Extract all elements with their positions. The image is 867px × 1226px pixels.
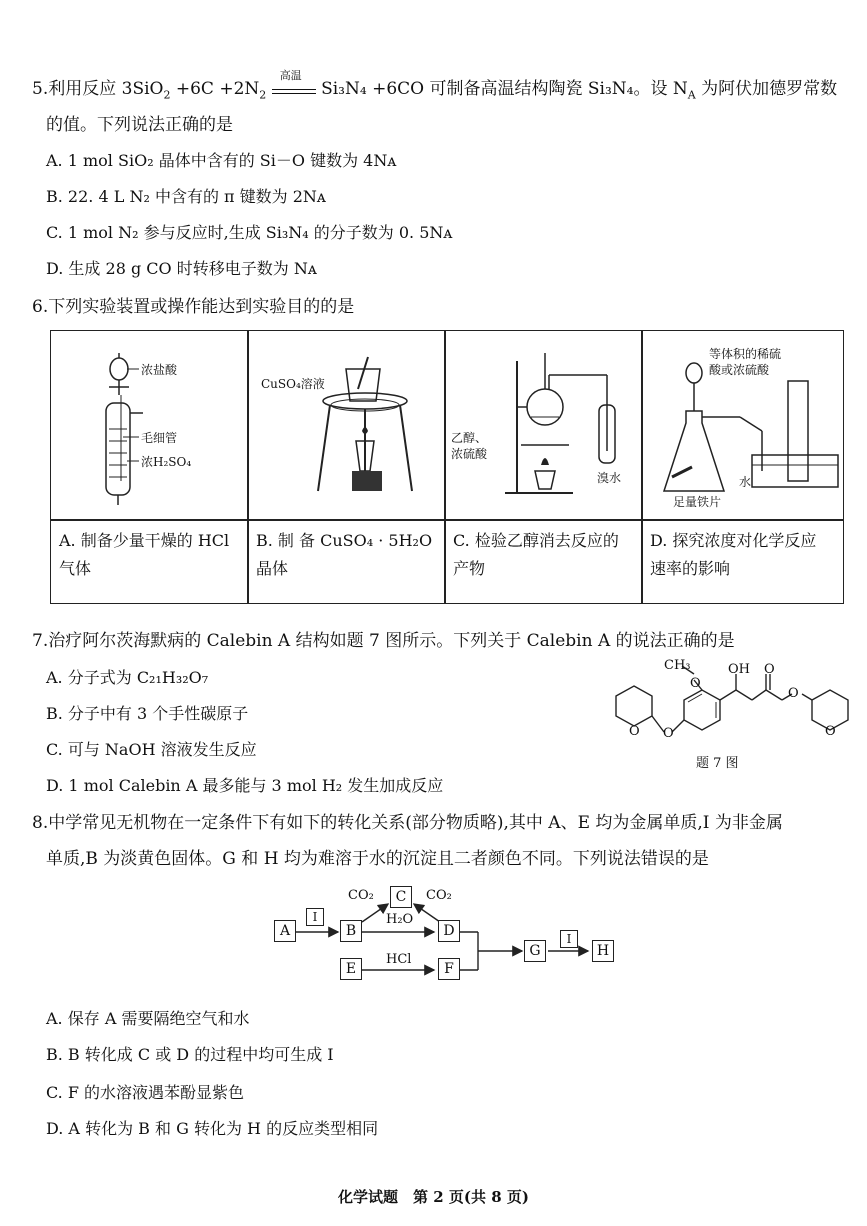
label-cuso4-solution: CuSO₄溶液 <box>261 377 325 391</box>
label-conc-acid: 酸或浓硫酸 <box>709 363 770 377</box>
q8-option-b: B. B 转化成 C 或 D 的过程中均可生成 I <box>46 1045 334 1064</box>
q8-stem-line1: 8.中学常见无机物在一定条件下有如下的转化关系(部分物质略),其中 A、E 均为金属单质,I 为非金属 <box>32 813 783 833</box>
q6-option-a: A. 制备少量干燥的 HCl 气体 <box>59 531 230 578</box>
edge-label-co2-right: CO₂ <box>426 888 452 903</box>
label-iron-pieces: 足量铁片 <box>673 495 722 509</box>
label-conc-hcl: 浓盐酸 <box>141 363 178 377</box>
label-conc-sulfuric: 浓硫酸 <box>451 447 488 461</box>
q6-option-b: B. 制 备 CuSO₄ · 5H₂O 晶体 <box>256 531 433 578</box>
q7-option-c: C. 可与 NaOH 溶液发生反应 <box>46 740 257 759</box>
node-d: D <box>438 920 460 942</box>
edge-label-co2-left: CO₂ <box>348 888 374 903</box>
node-i-label-2: I <box>560 930 578 948</box>
label-ethanol: 乙醇、 <box>451 431 488 445</box>
node-e: E <box>340 958 362 980</box>
q8-option-c: C. F 的水溶液遇苯酚显紫色 <box>46 1083 245 1102</box>
node-b: B <box>340 920 362 942</box>
label-capillary: 毛细管 <box>141 431 178 445</box>
label-dilute-acid: 等体积的稀硫 <box>709 347 782 361</box>
q6-apparatus-table <box>50 330 844 604</box>
apparatus-a-figure <box>51 331 247 519</box>
figure-7-caption: 题 7 图 <box>696 756 739 771</box>
label-oh: OH <box>728 662 750 677</box>
q5-option-d: D. 生成 28 g CO 时转移电子数为 Nᴀ <box>46 259 317 278</box>
label-conc-h2so4: 浓H₂SO₄ <box>141 455 192 469</box>
q8-option-a: A. 保存 A 需要隔绝空气和水 <box>46 1009 250 1028</box>
q5-option-a: A. 1 mol SiO₂ 晶体中含有的 Si－O 键数为 4Nᴀ <box>46 151 397 170</box>
q5-stem-line1: 5.利用反应 $3SiO_2 +6C +2N_2$ 高温 Si₃N₄ +6CO 可制备高温结构陶瓷 Si₃N₄。设 $N_A$ 为阿伏加德罗常数 <box>32 69 838 102</box>
label-ring-o-left: O <box>629 724 640 739</box>
edge-label-hcl: HCl <box>386 952 412 967</box>
label-ether-o-right: O <box>788 686 799 701</box>
node-g: G <box>524 940 546 962</box>
q8-stem-line2: 单质,B 为淡黄色固体。G 和 H 均为难溶于水的沉淀且二者颜色不同。下列说法错误的是 <box>46 849 709 869</box>
q6-option-c: C. 检验乙醇消去反应的产物 <box>453 531 619 578</box>
label-bromine-water: 溴水 <box>597 471 622 485</box>
label-water: 水 <box>739 475 752 489</box>
q8-option-d: D. A 转化为 B 和 G 转化为 H 的反应类型相同 <box>46 1119 379 1138</box>
label-ring-o-right: O <box>825 724 836 739</box>
node-f: F <box>438 958 460 980</box>
q5-stem-line2: 的值。下列说法正确的是 <box>46 115 233 135</box>
reaction-arrow: 高温 <box>272 79 316 94</box>
label-ketone-o: O <box>764 662 775 677</box>
q6-stem: 6.下列实验装置或操作能达到实验目的的是 <box>32 297 355 317</box>
node-a: A <box>274 920 296 942</box>
q7-option-a: A. 分子式为 C₂₁H₃₂O₇ <box>46 668 209 687</box>
label-ch3: CH₃ <box>664 658 691 673</box>
node-i-label: I <box>306 908 324 926</box>
node-c: C <box>390 886 412 908</box>
label-methoxy-o: O <box>690 676 701 691</box>
node-h: H <box>592 940 614 962</box>
q5-option-c: C. 1 mol N₂ 参与反应时,生成 Si₃N₄ 的分子数为 0. 5Nᴀ <box>46 223 453 242</box>
q5-option-b: B. 22. 4 L N₂ 中含有的 π 键数为 2Nᴀ <box>46 187 326 206</box>
edge-label-h2o: H₂O <box>386 912 414 927</box>
label-ether-o: O <box>663 726 674 741</box>
apparatus-c-figure <box>445 331 641 519</box>
page-footer: 化学试题 第 2 页(共 8 页) <box>338 1188 529 1206</box>
q7-option-b: B. 分子中有 3 个手性碳原子 <box>46 704 249 723</box>
q6-option-d: D. 探究浓度对化学反应速率的影响 <box>650 531 817 578</box>
apparatus-b-figure <box>248 331 444 519</box>
q7-option-d: D. 1 mol Calebin A 最多能与 3 mol H₂ 发生加成反应 <box>46 776 444 795</box>
q7-stem: 7.治疗阿尔茨海默病的 Calebin A 结构如题 7 图所示。下列关于 Calebin A 的说法正确的是 <box>32 631 735 651</box>
